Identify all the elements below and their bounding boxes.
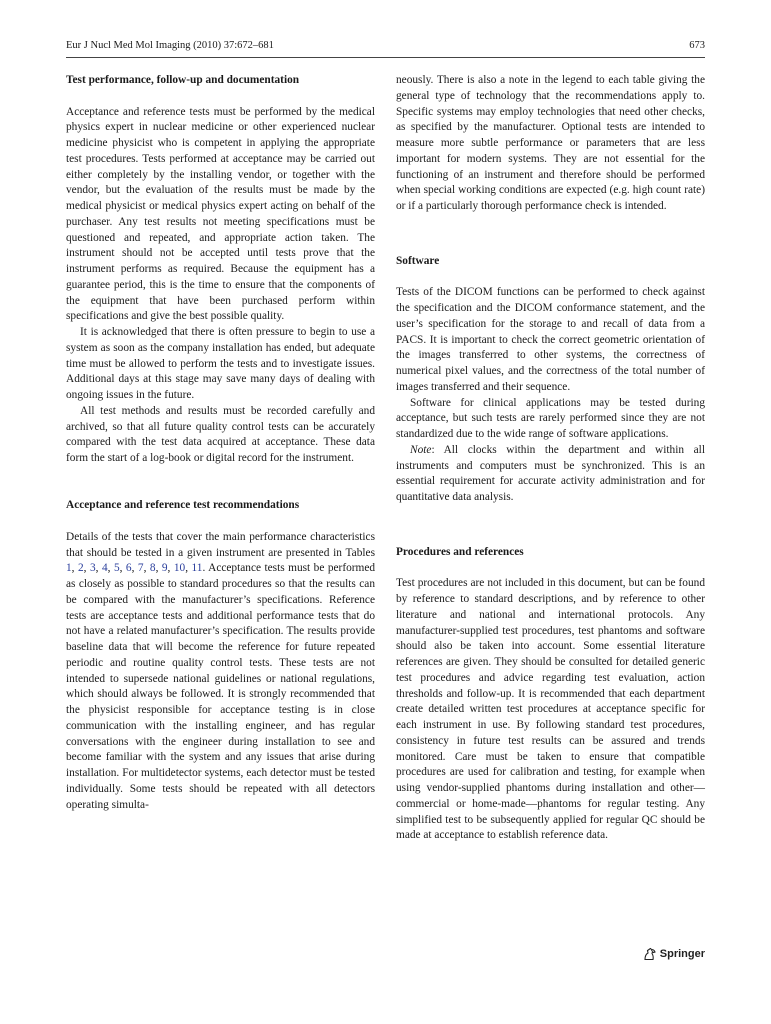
section-heading-acceptance-recommendations: Acceptance and reference test recommendations (66, 499, 300, 512)
page-number: 673 (689, 40, 705, 51)
section-heading-software: Software (396, 254, 440, 267)
table-ref-link[interactable]: 6 (125, 562, 132, 575)
section-heading-test-performance: Test performance, follow-up and documentation (66, 74, 300, 86)
paragraph-text: : All clocks within the department and within all instruments and computers must be synchronized. This is an essential requirement for accurate activity administration and for quantitative data analysis. (396, 443, 705, 503)
table-ref-link[interactable]: 1 (66, 562, 72, 575)
left-column (66, 73, 375, 813)
table-ref-link[interactable]: 2 (77, 562, 84, 575)
publisher-logo (642, 947, 705, 961)
table-ref-link[interactable]: 10 (173, 562, 186, 575)
paragraph: Test procedures are not included in this document, but can be found by reference to standard descriptions, and by reference to other literature and national and international protocols. Any manufacturer-supplied test procedures, test phantoms and software should also be taken into account. Some essential literature references are given. They should be consulted for detailed generic test procedures and advice regarding test evaluation, action thresholds and follow-up. It is recommended that each department create detailed written test procedures at acceptance specific for each instrument in use. By following standard test procedures, consistency in future test results can be assured and trends monitored. Care must be taken to ensure that compatible procedures are used for calibration and testing, for example when using vendor-supplied phantoms during installation and other—commercial or home-made—phantoms for regular testing. Any simplified test to be subsequently applied for regular QC should be made at acceptance to establish reference data. (396, 577, 705, 842)
table-ref-link[interactable]: 3 (89, 562, 96, 575)
paragraph-text: . Acceptance tests must be performed as closely as possible to standard procedures so that the results can be compared with the manufacturer’s specifications. Reference tests are acceptance tests and additional performance tests that do not have a related manufacturer’s specification. The results provide baseline data that will become the reference for future repeated periodic and routine quality control tests. These tests are not intended to supersede national guidelines or national regulations, which should always be followed. It is strongly recommended that the physicist responsible for acceptance testing is in close communication with the installing engineer, and has regular conversations with the engineer during installation to see and become familiar with the system and any issues that arise during installation. For multidetector systems, each detector must be tested individually. Some tests should be repeated with all detectors operating simulta- (66, 562, 376, 811)
running-head (66, 40, 705, 51)
paragraph-text: Details of the tests that cover the main performance characteristics that should be tested in a given instrument are presented in Tables (66, 530, 375, 559)
paragraph (66, 530, 375, 814)
paragraph: It is acknowledged that there is often pressure to begin to use a system as soon as the company installation has ended, but adequate time must be allowed to perform the tests and to investigate issues. Additional days at this stage may save many days of dealing with ongoing issues in the future. (66, 326, 375, 401)
table-ref-link[interactable]: 8 (149, 562, 156, 575)
publisher-name: Springer (659, 948, 705, 960)
paragraph: neously. There is also a note in the legend to each table giving the general type of technology that the recommendations apply to. Specific systems may employ technologies that need other checks, as specified by the manufacturer. Optional tests are intended to measure more subtle performance or parameters that are less important for modern systems. They are not essential for the functioning of an instrument and therefore should be performed when special working conditions are expected (e.g. high count rate) or if a particularly thorough performance check is intended. (396, 74, 705, 212)
section-heading-procedures: Procedures and references (396, 545, 524, 558)
table-ref-link[interactable]: 4 (101, 562, 108, 575)
springer-horse-icon (642, 947, 657, 961)
paragraph: All test methods and results must be recorded carefully and archived, so that all future quality control tests can be accurately compared with the test data acquired at acceptance. These data form the start of a log-book or digital record for the instrument. (66, 404, 375, 464)
table-ref-link[interactable]: 5 (113, 562, 120, 575)
paragraph: Tests of the DICOM functions can be performed to check against the specification and the DICOM conformance statement, and the user’s specification for the storage to and recall of data from a PACS. It is important to check the correct geometric orientation of the images transferred to other systems, the correctness of numerical pixel values, and the correctness of the total number of images transferred and their sequence. (396, 286, 705, 393)
paragraph (396, 443, 705, 506)
table-refs: 1, 2, 3, 4, 5, 6, 7, 8, 9, 10, 11 (66, 562, 203, 575)
paragraph: Software for clinical applications may be tested during acceptance, but such tests are rarely performed since they are not standardized due to the wide range of software applications. (396, 396, 705, 440)
table-ref-link[interactable]: 7 (137, 562, 144, 575)
paragraph: Acceptance and reference tests must be performed by the medical physics expert in nuclear medicine or other experienced nuclear medicine physicist who is competent in applying the appropriate test procedures. Tests performed at acceptance may be carried out either completely by the installing vendor, or together with the vendor, but the evaluation of the results must be made by the medical physicist or medical physics expert acting on behalf of the purchaser. Any test results not meeting specifications must be questioned and repeated, and appropriate action taken. The instrument should not be accepted until tests prove that the instrument performs as required. Because the equipment has a guarantee period, this is the time to ensure that the components of the equipment that have been purchased perform within specifications and give the best possible quality. (66, 105, 375, 323)
note-label: Note (410, 443, 432, 456)
header-rule (66, 57, 705, 58)
journal-citation: Eur J Nucl Med Mol Imaging (2010) 37:672–681 (66, 40, 274, 51)
table-ref-link[interactable]: 11 (191, 562, 203, 575)
table-ref-link[interactable]: 9 (161, 562, 168, 575)
right-column (396, 73, 705, 844)
